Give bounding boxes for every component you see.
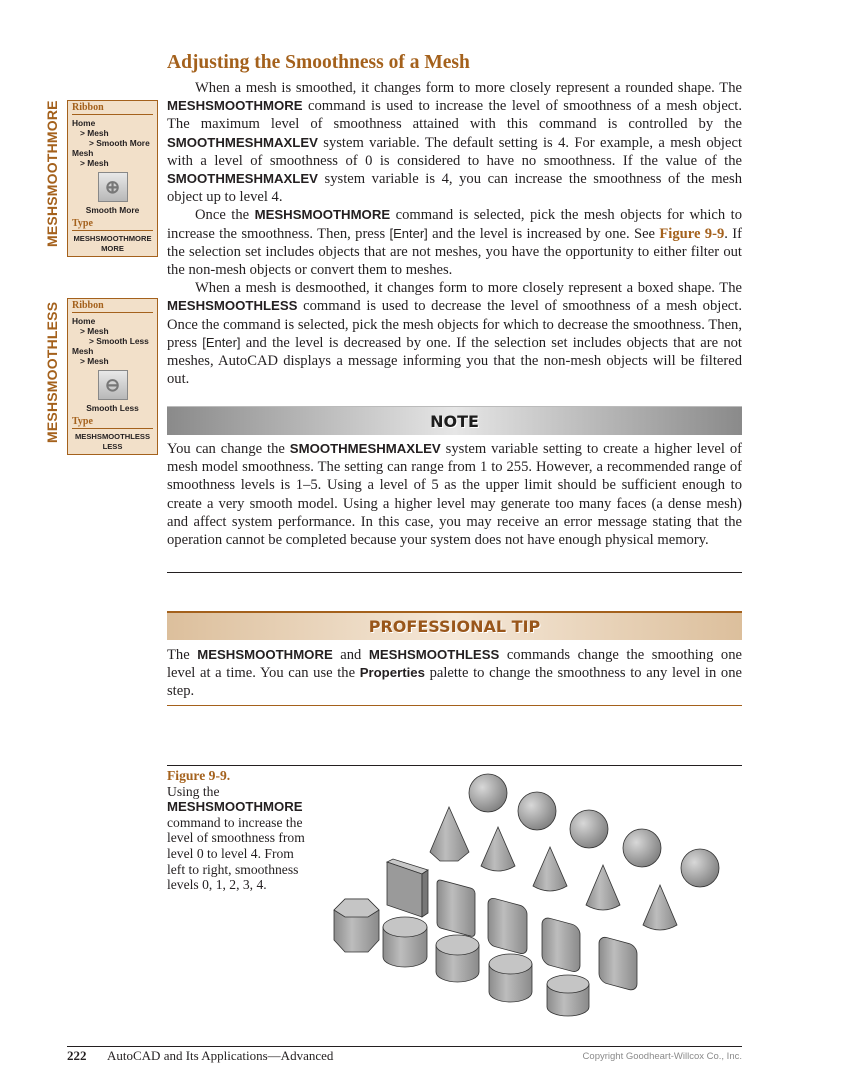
figure-label: Figure 9-9.	[167, 768, 231, 783]
ribbon-path: Mesh	[72, 148, 94, 158]
command-term: MESHSMOOTHMORE	[197, 647, 333, 662]
sphere-level-1	[518, 792, 556, 830]
cylinder-level-3	[489, 954, 532, 1002]
ribbon-heading: Ribbon	[72, 103, 153, 115]
cone-level-2	[533, 847, 567, 891]
text-run: Once the	[195, 207, 255, 224]
command-term: Properties	[359, 665, 425, 681]
text-run: and the level is decreased by one. If the selection set includes objects that are not meshes, AutoCAD displays a message informing you that the non-mesh objects will be filtered out.	[167, 334, 742, 388]
page-number: 222	[67, 1048, 87, 1063]
box-level-1	[437, 879, 475, 937]
text-run: When a mesh is desmoothed, it changes form to more closely represent a boxed shape. The	[195, 280, 742, 297]
cone-level-0	[430, 807, 469, 861]
command-term: SMOOTHMESHMAXLEV	[167, 134, 318, 150]
box-level-3	[542, 916, 580, 973]
ribbon-path: Mesh	[72, 346, 94, 356]
text-run: . If the selection set includes objects that are not meshes, you have the opportunity to either filter out the non-mesh objects or convert them to meshes.	[167, 225, 742, 279]
text-run: system variable is 4, you can increase the smoothness of the mesh object up to level 4.	[167, 171, 742, 206]
text-run: palette to change the smoothness to any level in one step.	[167, 665, 742, 700]
box-level-4	[599, 936, 637, 992]
text-run: command is used to increase the level of smoothness of a mesh object. The maximum level of smoothness attained with this command is controlled by the	[167, 98, 742, 133]
cylinder-level-0	[334, 899, 379, 952]
page-footer	[67, 1046, 742, 1064]
cone-level-1	[481, 827, 515, 871]
tip-heading: PROFESSIONAL TIP	[167, 611, 742, 640]
text-run: When a mesh is smoothed, it changes form to more closely represent a rounded shape. The	[195, 80, 742, 96]
sphere-level-4	[681, 849, 719, 887]
smooth-more-icon: ⊕	[98, 172, 128, 202]
ribbon-path: Home	[72, 316, 96, 326]
ribbon-path: > Mesh	[80, 128, 109, 138]
box-level-2	[488, 897, 527, 955]
cone-level-4	[643, 885, 677, 930]
text-run: The	[167, 647, 198, 663]
sphere-level-2	[570, 810, 608, 848]
type-heading: Type	[72, 219, 153, 231]
smooth-less-icon: ⊖	[98, 370, 128, 400]
book-title: AutoCAD and Its Applications—Advanced	[107, 1048, 334, 1063]
cone-level-3	[586, 865, 620, 910]
cylinder-level-1	[383, 917, 427, 967]
ribbon-path: > Smooth More	[89, 138, 150, 148]
text-run: command is used to decrease the level of smoothness of a mesh object. Once the command is selected, pick the mesh objects for which to decrease the smoothness. Then, press	[167, 298, 742, 351]
text-run: commands change the smoothing one level at a time. You can use the	[167, 647, 742, 682]
sidebar-command-label: MESHSMOOTHLESS	[44, 301, 60, 443]
figure-reference: Figure 9-9	[659, 225, 725, 242]
note-heading: NOTE	[167, 406, 742, 435]
command-term: MESHSMOOTHLESS	[167, 298, 298, 314]
button-label: Smooth More	[85, 205, 140, 215]
copyright: Copyright Goodheart-Willcox Co., Inc.	[582, 1051, 742, 1062]
key-name: [Enter]	[389, 225, 428, 241]
command-term: MESHSMOOTHMORE	[254, 207, 391, 223]
command-name: MESHSMOOTHMORE	[73, 234, 152, 243]
text-run: system variable. The default setting is 4. For example, a mesh object with a level of smoothness of 0 is considered to have no smoothness. If the value of the	[167, 134, 742, 169]
command-term: MESHSMOOTHMORE	[167, 98, 303, 114]
text-run: and the level is increased by one. See	[427, 225, 660, 242]
ribbon-heading: Ribbon	[72, 301, 153, 313]
ribbon-path: > Mesh	[80, 158, 109, 168]
command-term: SMOOTHMESHMAXLEV	[289, 441, 441, 456]
section-title: Adjusting the Smoothness of a Mesh	[167, 52, 470, 73]
type-heading: Type	[72, 417, 153, 429]
button-label: Smooth Less	[86, 403, 139, 413]
sphere-level-0	[469, 774, 507, 812]
ribbon-path: > Smooth Less	[89, 336, 149, 346]
key-name: [Enter]	[202, 334, 241, 350]
text-run: You can change the	[167, 441, 290, 457]
cylinder-level-4	[547, 975, 589, 1016]
text-run: and	[332, 647, 369, 663]
text-run: command to increase the level of smoothness from level 0 to level 4. From left to right, smoothness levels 0, 1, 2, 3, 4.	[167, 814, 305, 893]
box-level-0	[387, 859, 428, 917]
text-run: system variable setting to create a higher level of mesh model smoothness. The setting can range from 1 to 255. However, a recommended range of smoothness levels is 1–5. Using a level of 5 as the upper limit should be sufficient enough to create a very smooth model. Using a higher level may generate too many faces (a dense mesh) and affect system performance. In this case, you may receive an error message stating that the operation cannot be completed because your system does not have enough physical memory.	[167, 441, 742, 549]
ribbon-path: > Mesh	[80, 356, 109, 366]
cylinder-level-2	[436, 935, 479, 982]
command-term: MESHSMOOTHLESS	[368, 647, 500, 662]
ribbon-path: > Mesh	[80, 326, 109, 336]
command-name: MESHSMOOTHLESS	[74, 432, 151, 441]
sphere-level-3	[623, 829, 661, 867]
text-run: Using the	[167, 783, 220, 799]
ribbon-path: Home	[72, 118, 96, 128]
sidebar-command-label: MESHSMOOTHMORE	[44, 100, 60, 248]
command-term: MESHSMOOTHMORE	[167, 799, 303, 815]
command-alias: MORE	[101, 244, 124, 253]
command-term: SMOOTHMESHMAXLEV	[167, 171, 318, 187]
command-alias: LESS	[102, 442, 123, 451]
text-run: command is selected, pick the mesh objects for which to increase the smoothness. Then, press	[167, 207, 743, 242]
